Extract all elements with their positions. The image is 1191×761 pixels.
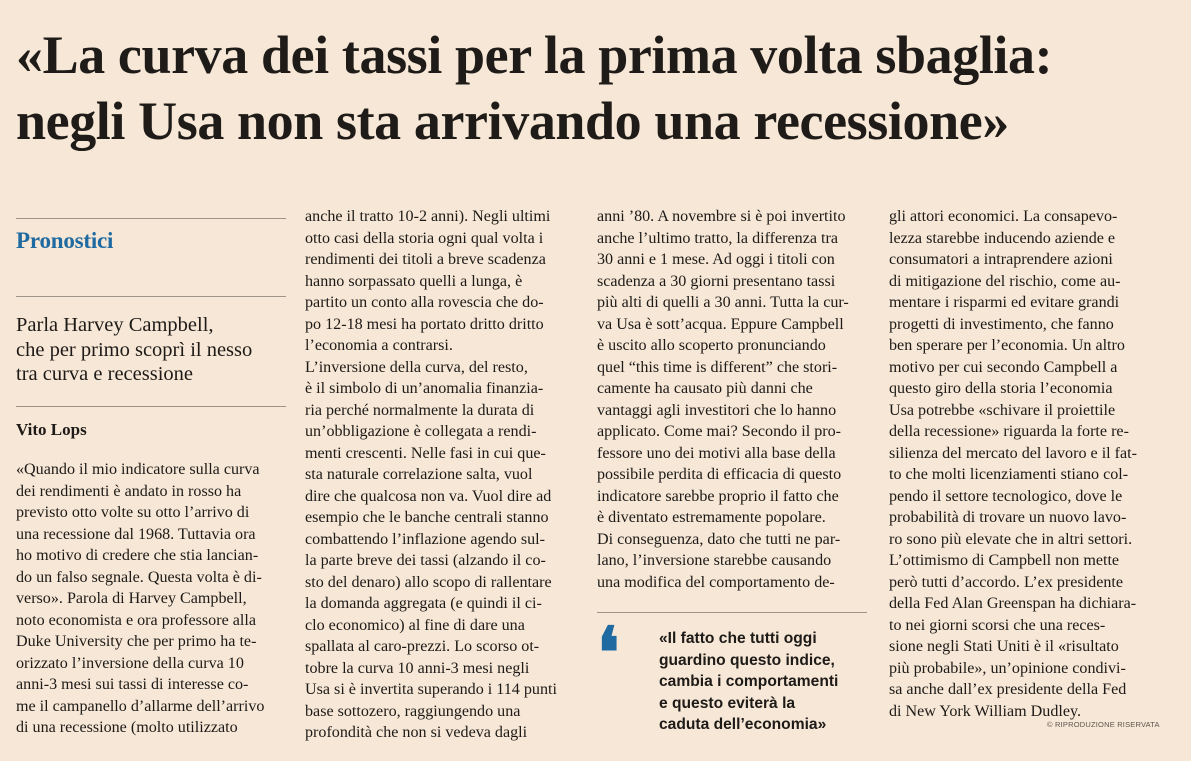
- quote-mark-icon: ❛: [597, 616, 620, 693]
- pullquote-line: e questo eviterà la: [659, 694, 796, 712]
- article-line: tobre la curva 10 anni-3 mesi negli: [305, 659, 530, 677]
- article-line: lezza starebbe inducendo aziende e: [889, 229, 1116, 247]
- article-line: silienza del mercato del lavoro e il fat-: [889, 444, 1137, 462]
- article-line: è uscito allo scoperto pronunciando: [597, 337, 826, 354]
- article-line: un’obbligazione è collegata a rendi-: [305, 423, 537, 440]
- article-line: rendimenti dei titoli a breve scadenza: [305, 251, 546, 268]
- pullquote-line: guardino questo indice,: [659, 651, 835, 669]
- article-line: partito un conto alla rovescia che do-: [305, 294, 544, 311]
- article-line: 30 anni e 1 mese. Ad oggi i titoli con: [597, 251, 835, 268]
- subhead-line: che per primo scoprì il nesso: [16, 338, 253, 361]
- article-line: sto del denaro) allo scopo di rallentare: [305, 573, 552, 591]
- article-line: anche il tratto 10-2 anni). Negli ultimi: [305, 208, 551, 225]
- section-kicker: Pronostici: [16, 228, 114, 253]
- article-line: dei rendimenti è andato in rosso ha: [16, 482, 242, 500]
- article-line: clo economico) al fine di dare una: [305, 616, 525, 634]
- article-line: probabilità di trovare un nuovo lavo-: [889, 509, 1127, 526]
- article-line: di una recessione (molto utilizzato: [16, 719, 238, 736]
- article-line: sta naturale correlazione salta, vuol: [305, 466, 533, 483]
- copyright-notice: © RIPRODUZIONE RISERVATA: [1047, 720, 1160, 729]
- article-line: anche l’ultimo tratto, la differenza tra: [597, 229, 838, 247]
- article-column-4: [889, 206, 1161, 722]
- article-line: è il simbolo di un’anomalia finanzia-: [305, 380, 544, 397]
- article-line: vantaggi agli investitori che lo hanno: [597, 401, 837, 419]
- article-line: scadenza a 30 giorni presentano tassi: [597, 272, 836, 290]
- article-line: «Quando il mio indicatore sulla curva: [16, 461, 260, 478]
- article-line: sa anche dall’ex presidente della Fed: [889, 681, 1127, 698]
- pullquote-rule: [597, 612, 867, 613]
- article-line: di New York William Dudley.: [889, 702, 1082, 720]
- article-line: mentare i risparmi ed evitare grandi: [889, 294, 1120, 311]
- article-line: ro sono più elevate che in altri settori.: [889, 530, 1133, 548]
- article-line: possibile perdita di efficacia di questo: [597, 466, 842, 483]
- pullquote: [659, 628, 874, 736]
- article-line: sione negli Stati Uniti è il «risultato: [889, 638, 1119, 655]
- article-line: progetti di investimento, che fanno: [889, 315, 1114, 333]
- article-line: della recessione» riguarda la forte re-: [889, 423, 1129, 440]
- headline-line-1: «La curva dei tassi per la prima volta sbaglia:: [16, 25, 1053, 85]
- article-line: Di conseguenza, dato che tutti ne par-: [597, 530, 841, 548]
- article-line: indicatore sarebbe proprio il fatto che: [597, 487, 839, 505]
- article-line: quel “this time is different” che stori-: [597, 358, 838, 376]
- article-line: lano, l’inversione starebbe causando: [597, 552, 832, 569]
- article-line: po 12-18 mesi ha portato dritto dritto: [305, 315, 544, 333]
- article-line: Duke University che per primo ha te-: [16, 633, 257, 650]
- article-line: do un falso segnale. Questa volta è di-: [16, 568, 262, 586]
- article-line: me il campanello d’allarme dell’arrivo: [16, 697, 265, 715]
- article-line: base sottozero, raggiungendo una: [305, 702, 521, 720]
- kicker-top-rule: [16, 218, 286, 219]
- article-line: to che molti licenziamenti stiano col-: [889, 466, 1129, 483]
- article-line: l’economia a contrarsi.: [305, 337, 453, 354]
- article-line: fessore uno dei motivi alla base della: [597, 444, 836, 462]
- article-line: otto casi della storia ogni qual volta i: [305, 229, 544, 247]
- article-line: la parte breve dei tassi (alzando il co-: [305, 552, 546, 569]
- article-line: più probabile», un’opinione condivi-: [889, 659, 1126, 677]
- pullquote-line: «Il fatto che tutti oggi: [659, 630, 817, 647]
- article-line: combattendo l’inflazione agendo sul-: [305, 530, 545, 548]
- article-line: però tutti d’accordo. L’ex presidente: [889, 573, 1124, 591]
- article-line: spallata al caro-prezzi. Lo scorso ot-: [305, 638, 540, 655]
- article-line: ben sperare per l’economia. Un altro: [889, 337, 1125, 354]
- article-line: è diventato estremamente popolare.: [597, 509, 826, 526]
- article-line: L’ottimismo di Campbell non mette: [889, 552, 1120, 569]
- article-line: esempio che le banche centrali stanno: [305, 509, 549, 526]
- article-line: applicato. Come mai? Secondo il pro-: [597, 423, 842, 440]
- pullquote-line: cambia i comportamenti: [659, 673, 839, 690]
- subhead-line: tra curva e recessione: [16, 363, 193, 385]
- article-line: anni ’80. A novembre si è poi invertito: [597, 208, 846, 225]
- article-line: camente ha causato più danni che: [597, 380, 813, 397]
- subhead-line: Parla Harvey Campbell,: [16, 314, 214, 336]
- article-line: Usa potrebbe «schivare il proiettile: [889, 401, 1116, 419]
- article-line: la domanda aggregata (e quindi il ci-: [305, 595, 542, 612]
- article-line: orizzato l’inversione della curva 10: [16, 654, 244, 672]
- article-line: motivo per cui secondo Campbell a: [889, 358, 1118, 376]
- article-line: Usa si è invertita superando i 114 punti: [305, 681, 557, 698]
- article-line: previsto otto volte su otto l’arrivo di: [16, 504, 250, 521]
- article-line: to nei giorni scorsi che una reces-: [889, 616, 1106, 634]
- kicker-bottom-rule: [16, 296, 286, 297]
- article-line: profondità che non si vedeva dagli: [305, 724, 528, 741]
- article-line: di mitigazione del rischio, come au-: [889, 272, 1121, 290]
- article-line: L’inversione della curva, del resto,: [305, 358, 528, 376]
- article-line: dire che qualcosa non va. Vuol dire ad: [305, 487, 552, 505]
- subheadline: [16, 313, 296, 387]
- headline: [16, 22, 1181, 154]
- article-line: una recessione dal 1968. Tuttavia ora: [16, 525, 256, 543]
- article-line: ria perché normalmente la durata di: [305, 401, 535, 419]
- article-column-2: [305, 206, 577, 744]
- byline-rule: [16, 406, 286, 407]
- article-line: questo giro della storia l’economia: [889, 380, 1113, 397]
- article-line: anni-3 mesi sui tassi di interesse co-: [16, 676, 249, 693]
- article-line: verso». Parola di Harvey Campbell,: [16, 590, 247, 607]
- author-byline: Vito Lops: [16, 420, 87, 439]
- article-line: pendo il settore tecnologico, dove le: [889, 487, 1123, 505]
- article-line: della Fed Alan Greenspan ha dichiara-: [889, 595, 1137, 612]
- headline-line-2: negli Usa non sta arrivando una recessione»: [16, 91, 1009, 151]
- article-line: va Usa è sott’acqua. Eppure Campbell: [597, 315, 844, 333]
- article-line: noto economista e ora professore alla: [16, 611, 256, 629]
- article-line: consumatori a intraprendere azioni: [889, 251, 1113, 268]
- article-column-3: [597, 206, 869, 593]
- article-line: una modifica del comportamento de-: [597, 573, 835, 591]
- article-line: menti crescenti. Nelle fasi in cui que-: [305, 444, 546, 462]
- article-line: gli attori economici. La consapevo-: [889, 208, 1118, 225]
- article-line: ho motivo di credere che stia lancian-: [16, 547, 259, 564]
- article-line: hanno sorpassato quelli a lunga, è: [305, 272, 523, 290]
- article-column-1: [16, 459, 286, 739]
- article-line: più alti di quelli a 30 anni. Tutta la cur-: [597, 294, 849, 311]
- pullquote-line: caduta dell’economia»: [659, 716, 827, 733]
